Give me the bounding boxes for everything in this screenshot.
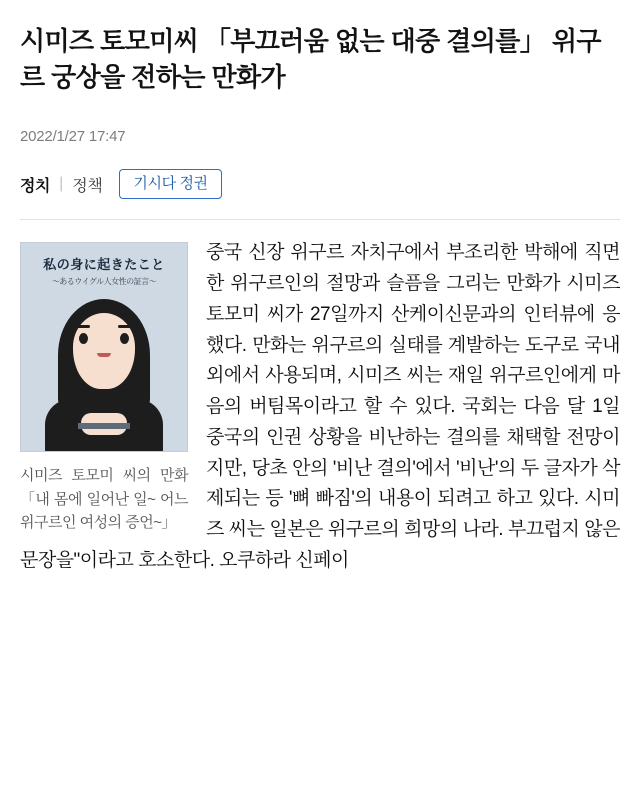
eye-right — [120, 333, 129, 344]
article-timestamp: 2022/1/27 17:47 — [20, 127, 126, 145]
page-title: 시미즈 토모미씨 「부끄러움 없는 대중 결의를」 위구르 궁상을 전하는 만화가 — [20, 26, 601, 92]
eyebrow-left — [77, 325, 90, 328]
book-cover-subtitle: 〜あるウイグル人女性の証言〜 — [51, 277, 157, 287]
article-meta — [20, 169, 620, 200]
eye-left — [79, 333, 88, 344]
book-cover-title: 私の身に起きたこと — [43, 258, 165, 274]
illustration-woman-icon — [39, 291, 169, 451]
article-body-area — [20, 238, 620, 576]
book-cover-image — [20, 242, 188, 452]
eyebrow-right — [118, 325, 131, 328]
article-figure — [20, 242, 188, 534]
category-link[interactable]: 정치 — [20, 177, 51, 195]
figure-caption: 시미즈 토모미 씨의 만화 「내 몸에 일어난 일~ 어느 위구르인 여성의 증언~」 — [20, 467, 188, 531]
meta-separator: | — [59, 175, 64, 192]
meta-divider — [20, 219, 620, 220]
tag-chip[interactable]: 기시다 정권 — [119, 169, 221, 200]
mouth-shape — [97, 353, 111, 357]
article-body-text: 중국 신장 위구르 자치구에서 부조리한 박해에 직면한 위구르인의 절망과 슬픔을 그리는 만화가 시미즈 토모미 씨가 27일까지 산케이신문과의 인터뷰에 응했다. 만화는 위구르의 실태를 계발하는 도구로 국내외에서 사용되며, 시미즈 씨는 재일 위구르인에게 마음의 버팀목이라고 할 수 있다. 국회는 다음 달 1일 중국의 인권 상황을 비난하는 결의를 채택할 전망이지만, 당초 안의 '비난 결의'에서 '비난'의 두 글자가 삭제되는 등 '뼈 빠짐'의 내용이 되려고 하고 있다. 시미즈 씨는 일본은 위구르의 희망의 나라. 부끄럽지 않은 문장을"이라고 호소한다. 오쿠하라 신페이 — [20, 242, 620, 571]
subcategory-link[interactable]: 정책 — [72, 177, 103, 195]
handcuffs-icon — [78, 423, 130, 429]
